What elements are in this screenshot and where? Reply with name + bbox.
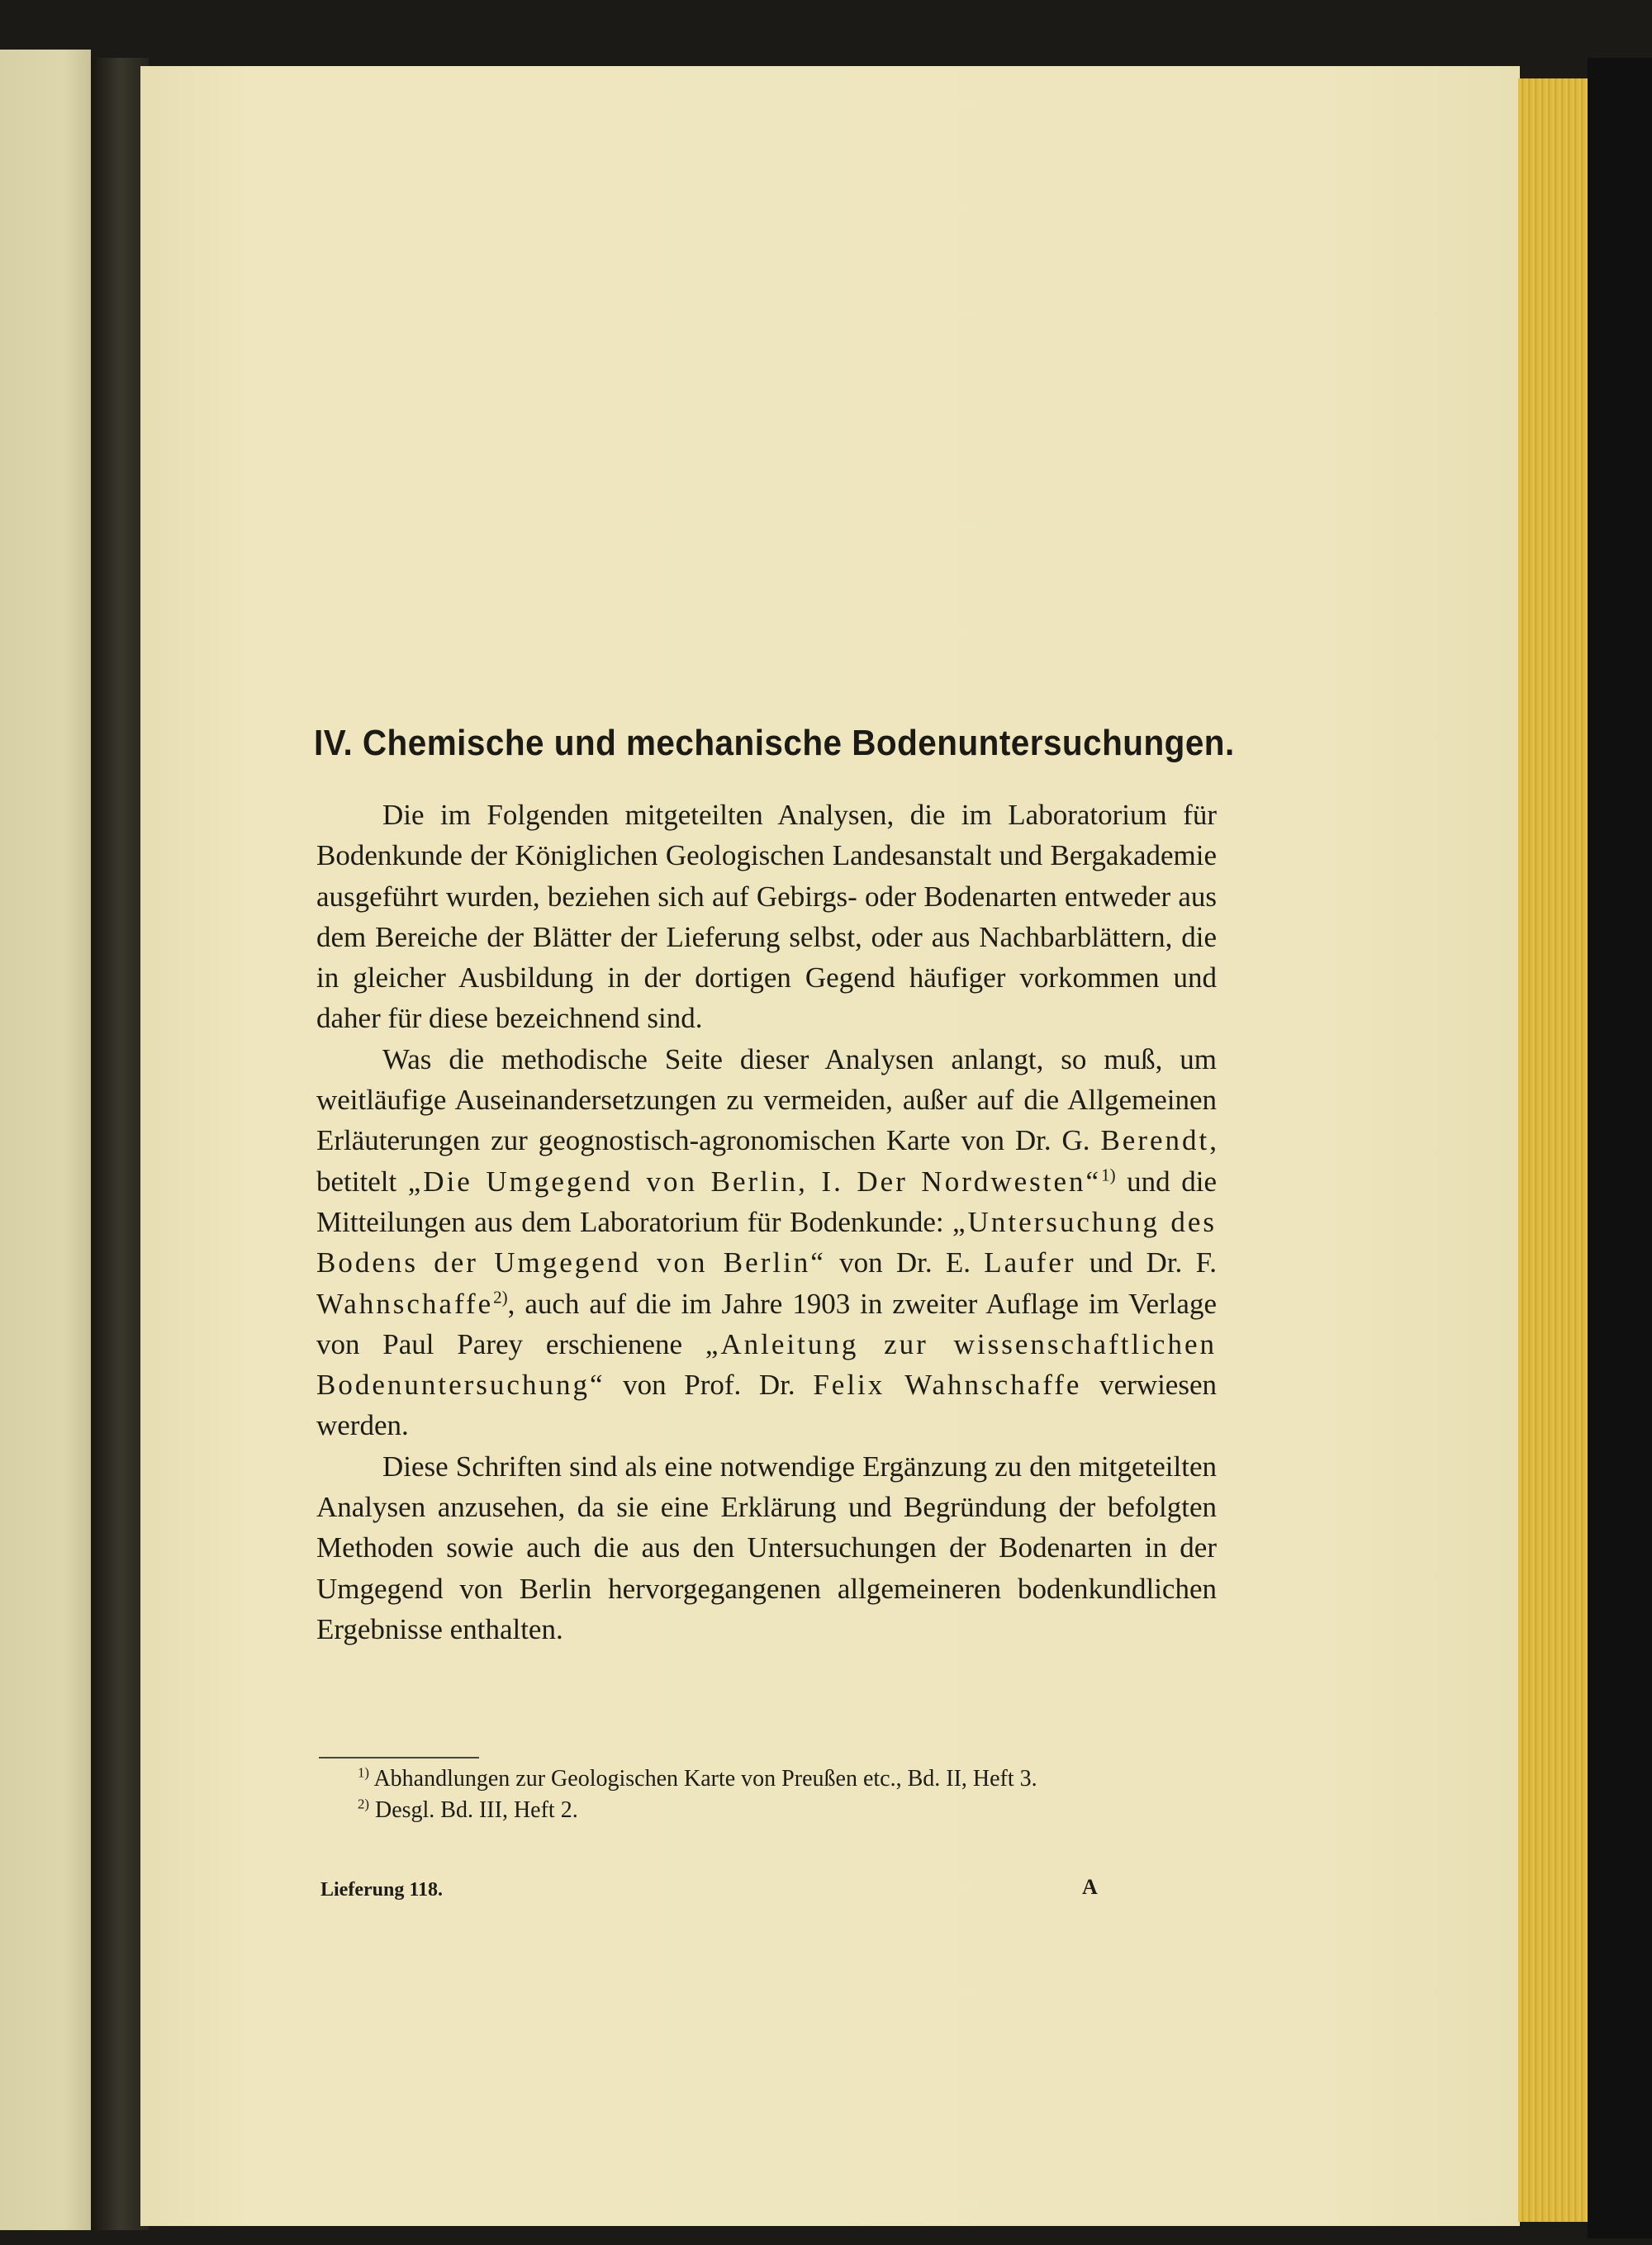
body-text (316, 795, 1217, 1649)
text-run: und die Mitteilungen aus dem Laboratorium für Bodenkunde: (316, 1165, 1217, 1238)
signature-line: Lieferung 118. (320, 1879, 443, 1901)
footnote-text: Desgl. Bd. III, Heft 2. (368, 1797, 578, 1823)
signature-mark: A (1082, 1875, 1098, 1899)
text-run: verwiesen werden. (316, 1369, 1217, 1442)
footnote-ref: 2) (493, 1286, 508, 1307)
footnote-mark: 1) (358, 1764, 369, 1781)
section-heading: IV. Chemische und mechanische Bodenuntersuchungen. (314, 723, 1235, 763)
paragraph-1: Die im Folgenden mitgeteilten Analysen, die im Laboratorium für Bodenkunde der Königlichen Geologischen Landesanstalt und Bergakademie ausgeführt wurden, beziehen sich auf Gebirgs- oder Bodenarten entweder aus dem Bereiche der Blätter der Lieferung selbst, oder aus Nachbarblättern, die in gleicher Ausbildung in der dortigen Gegend häufiger vorkommen und daher für diese bezeichnend sind. (316, 799, 1217, 1035)
footnote-rule (319, 1757, 479, 1759)
paragraph-2 (316, 1039, 1217, 1446)
page-block-edge (1518, 78, 1588, 2222)
text-run: Was die methodische Seite dieser Analysen anlangt, so muß, um weitläufige Auseinandersetzungen zu vermeiden, außer auf die Allgemeinen Erläuterungen zur geognostisch-agronomischen Karte von Dr. G. (316, 1042, 1217, 1157)
paragraph-3: Diese Schriften sind als eine notwendige Ergänzung zu den mitgeteilten Analysen anzusehen, da sie eine Erklärung und Begründung der befolgten Methoden sowie auch die aus den Untersuchungen der Bodenarten in der Umgegend von Berlin hervorgegangenen allgemeineren bodenkundlichen Ergebnisse enthalten. (316, 1450, 1217, 1645)
author-name: Berendt (1100, 1124, 1210, 1157)
footnote (316, 1763, 1217, 1795)
text-run: , auch auf die im Jahre 1903 in zweiter Auflage im Verlage von Paul Parey erschienene (316, 1287, 1217, 1360)
left-page-edge (0, 50, 91, 2230)
text-run: von Prof. Dr. (605, 1369, 814, 1402)
work-title: „Anleitung zur wissenschaftlichen Bodenuntersuchung“ (316, 1327, 1217, 1402)
footnote-ref: 1) (1101, 1165, 1116, 1185)
text-run: von Dr. E. (825, 1246, 985, 1279)
author-name: Laufer (984, 1246, 1076, 1279)
work-title: „Die Umgegend von Berlin, I. Der Nordwesten“ (407, 1165, 1102, 1198)
footnotes (316, 1763, 1217, 1826)
footnote-text: Abhandlungen zur Geologischen Karte von Preußen etc., Bd. II, Heft 3. (368, 1766, 1037, 1792)
work-title: „Untersuchung des Bodens der Umgegend von Berlin“ (316, 1205, 1217, 1279)
text-run: , betitelt (316, 1124, 1217, 1198)
author-name: Felix Wahnschaffe (813, 1369, 1082, 1402)
footnote-mark: 2) (358, 1796, 369, 1812)
author-name: Wahnschaffe (316, 1287, 494, 1320)
text-run: und Dr. F. (1075, 1246, 1217, 1279)
book-cover (1588, 58, 1652, 2238)
footnote (316, 1795, 1217, 1826)
